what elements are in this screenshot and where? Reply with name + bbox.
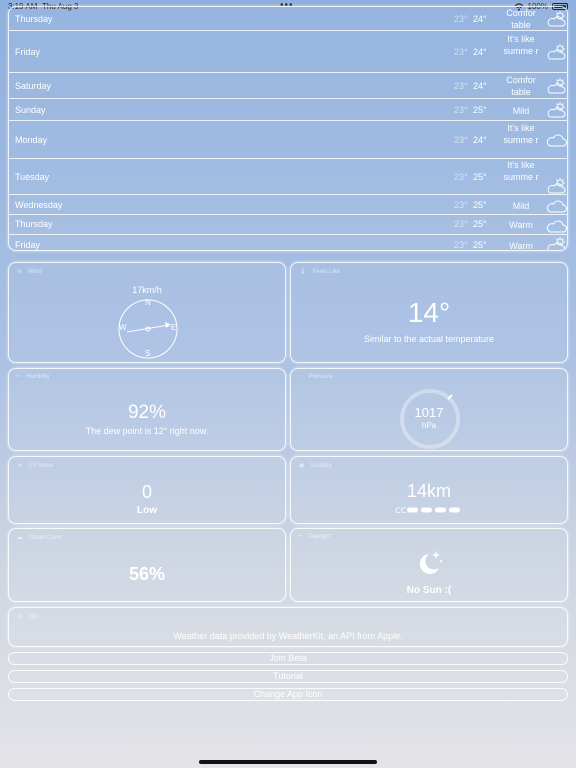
humidity-subtitle: The dew point is 12° right now. [85,426,209,436]
forecast-day: Thursday [15,219,53,229]
cloud-icon: ☁ [17,535,23,541]
compass-west: W [119,323,127,332]
join-beta-button[interactable]: Join Beta [8,652,568,665]
sun-cloud-icon [546,236,568,251]
forecast-condition: It's like summe r [503,123,539,145]
sun-cloud-icon [546,43,568,61]
forecast-low: 23° [454,135,468,145]
forecast-low: 23° [454,14,468,24]
compass-east: E [171,323,177,332]
cloud-cover-label: ☁ Cloud Cover [17,534,63,541]
cloud-icon [546,197,568,215]
info-label: ⊘ Info [17,613,39,620]
pressure-card[interactable] [290,368,568,451]
forecast-high: 25° [473,219,487,229]
forecast-condition: Comfor table [506,75,536,97]
moon-stars-icon [415,549,445,577]
uv-value: 0 [141,482,152,502]
humidity-label: ≈ Humidity [17,374,50,380]
wind-speed: 17km/h [132,285,162,295]
forecast-row[interactable] [9,215,567,235]
forecast-condition: Mild [512,201,530,211]
forecast-day: Thursday [15,14,53,24]
forecast-row[interactable] [9,121,567,159]
cloud-cover-value: 56% [128,564,166,584]
forecast-list[interactable] [8,6,568,251]
forecast-high: 25° [473,240,487,250]
pressure-value: 1017 [414,405,444,420]
daylight-subtitle: No Sun :( [406,585,452,596]
cloud-icon [546,131,568,149]
compass-north: N [145,298,151,307]
forecast-row[interactable] [9,159,567,195]
forecast-low: 23° [454,240,468,250]
visibility-value: 14km [406,481,451,501]
feels-like-label: 🌡︎ Feels Like [299,268,340,275]
sun-cloud-icon [546,177,568,195]
humidity-value: 92% [127,402,167,423]
humidity-card[interactable] [8,368,286,451]
sun-cloud-icon [546,101,568,119]
visibility-label: ◉ Visibility [299,462,332,469]
sun-cloud-icon [546,10,568,28]
forecast-low: 23° [454,200,468,210]
forecast-row[interactable] [9,99,567,121]
pressure-unit: hPa [421,421,437,430]
forecast-day: Tuesday [15,172,50,182]
wind-label: ≋ Wind [17,268,42,275]
change-app-icon-button[interactable]: Change App Icon [8,688,568,701]
info-text: Weather data provided by WeatherKit, an API from Apple. [173,631,403,641]
forecast-low: 23° [454,81,468,91]
forecast-high: 25° [473,105,487,115]
forecast-condition: Warm [509,241,533,251]
forecast-day: Wednesday [15,200,63,210]
battery-percent: 100% [527,2,548,11]
cloud-icon [546,217,568,235]
forecast-day: Friday [15,240,41,250]
forecast-day: Sunday [15,105,46,115]
forecast-low: 23° [454,172,468,182]
forecast-high: 24° [473,81,487,91]
feels-like-card[interactable] [290,262,568,363]
forecast-condition: It's like summe r [503,160,539,182]
visibility-card[interactable] [290,456,568,524]
forecast-day: Saturday [15,81,52,91]
forecast-high: 24° [473,135,487,145]
gauge-icon: ◔ [299,374,303,380]
forecast-day: Friday [15,47,41,57]
pressure-label: ◔ Pressure [299,374,333,380]
humidity-icon: ≈ [17,374,21,380]
compass-south: S [145,349,151,358]
forecast-row[interactable] [9,73,567,99]
forecast-low: 23° [454,219,468,229]
forecast-row[interactable] [9,195,567,215]
forecast-condition: Warm [509,220,533,230]
forecast-row[interactable] [9,235,567,251]
feels-like-subtitle: Similar to the actual temperature [363,334,495,344]
uv-subtitle: Low [137,505,157,516]
info-card[interactable] [8,607,568,647]
forecast-high: 25° [473,200,487,210]
forecast-low: 23° [454,105,468,115]
forecast-condition: Mild [512,106,530,116]
multitasking-dots[interactable]: ••• [280,0,294,11]
daylight-label: ◓ Daylight [299,534,331,540]
thermometer-icon: 🌡︎ [299,269,307,275]
forecast-day: Monday [15,135,48,145]
forecast-row[interactable] [9,31,567,73]
cloud-cover-card[interactable] [8,528,286,602]
forecast-condition: Comfor table [506,8,536,30]
sunrise-icon: ◓ [299,534,303,540]
wind-card[interactable] [8,262,286,363]
forecast-low: 23° [454,47,468,57]
eye-icon: ◉ [299,463,305,469]
forecast-high: 25° [473,172,487,182]
home-indicator[interactable] [199,760,377,764]
forecast-high: 24° [473,47,487,57]
sun-icon: ☀ [17,463,23,469]
tutorial-button[interactable]: Tutorial [8,670,568,683]
forecast-row[interactable] [9,7,567,31]
forecast-high: 24° [473,14,487,24]
status-date: Thu Aug 3 [42,2,79,11]
daylight-card[interactable] [290,528,568,602]
wind-icon: ≋ [17,269,23,275]
svg-text:ᑕᑕ: ᑕᑕ [395,506,407,514]
status-time: 3:19 AM [8,2,38,11]
sun-cloud-icon [546,77,568,95]
uv-label: ☀ UV Index [17,462,54,469]
feels-like-value: 14° [407,297,451,328]
uv-card[interactable] [8,456,286,524]
info-icon: ⊘ [17,614,23,620]
forecast-condition: It's like summe r [503,34,539,56]
visibility-bar-icon [395,506,465,514]
